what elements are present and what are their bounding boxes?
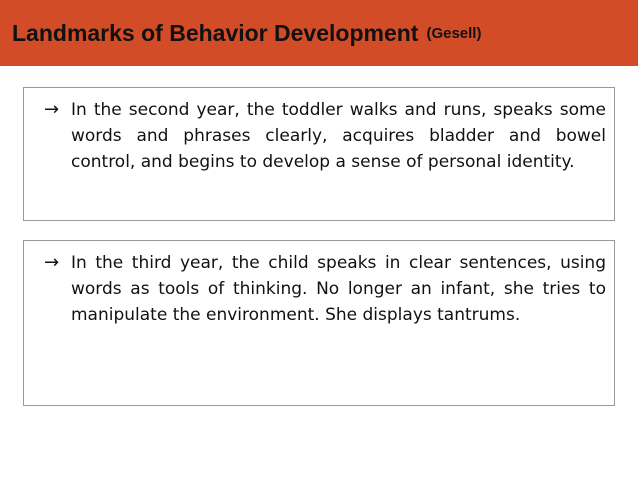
bullet-text-second-year: In the second year, the toddler walks and runs, speaks some words and phrases clearly, acquires bladder and bowel control, and begins to develop a sense of personal identity. (71, 100, 606, 172)
bullet-text-third-year: In the third year, the child speaks in clear sentences, using words as tools of thinking. No longer an infant, she tries to manipulate the environment. She displays tantrums. (71, 253, 606, 325)
slide-title-attribution: (Gesell) (426, 24, 482, 42)
content-box-third-year (23, 240, 615, 406)
slide-title: Landmarks of Behavior Development (12, 19, 419, 46)
content-box-second-year (23, 87, 615, 221)
title-bar (0, 0, 638, 66)
arrow-bullet-icon: → (44, 99, 60, 120)
arrow-bullet-icon: → (44, 252, 60, 273)
